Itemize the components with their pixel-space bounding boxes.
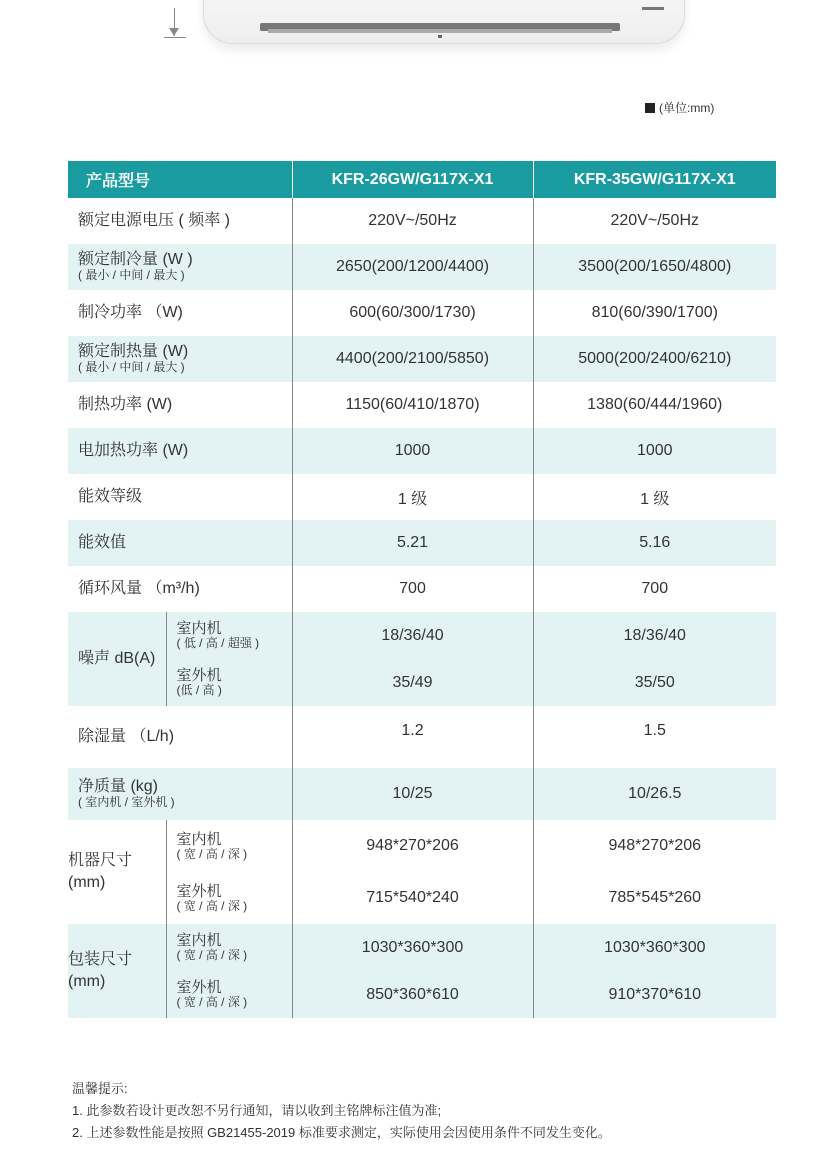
size-label-1: 机器尺寸 — [68, 851, 133, 869]
row-value: 1 级 — [533, 474, 776, 520]
unit-note-text: (单位:mm) — [659, 101, 715, 115]
row-value: 700 — [292, 566, 533, 612]
noise-outdoor — [177, 668, 292, 696]
package-values-1 — [292, 924, 533, 1018]
table-row — [68, 768, 776, 820]
size-values-1 — [292, 820, 533, 924]
indicator-light — [438, 35, 442, 38]
size-label — [68, 820, 166, 924]
package-label — [68, 924, 166, 1018]
table-row-noise — [68, 612, 776, 706]
spec-table — [68, 161, 776, 1018]
row-value: 1.2 — [292, 706, 533, 768]
noise-outdoor-label: 室外机 — [176, 667, 222, 685]
row-label: 额定电源电压 ( 频率 ) — [78, 211, 230, 229]
noise-label: 噪声 dB(A) — [68, 612, 166, 706]
size-outdoor — [177, 884, 292, 912]
row-value: 910*370*610 — [608, 985, 702, 1003]
notes-line-1: 1. 此参数若设计更改恕不另行通知，请以收到主铭牌标注值为准; — [72, 1103, 442, 1118]
row-value: 1380(60/444/1960) — [533, 382, 776, 428]
row-label: 电加热功率 (W) — [68, 428, 292, 474]
noise-values-2 — [533, 612, 776, 706]
row-label: 能效等级 — [78, 487, 143, 505]
brand-logo-icon — [642, 7, 664, 10]
row-value: 1 级 — [292, 474, 533, 520]
table-header-row — [68, 161, 776, 198]
row-value: 3500(200/1650/4800) — [533, 244, 776, 290]
row-value: 1000 — [533, 428, 776, 474]
table-row — [68, 474, 776, 520]
size-values-2 — [533, 820, 776, 924]
size-sub-labels — [166, 820, 292, 924]
unit-note — [645, 99, 714, 116]
package-outdoor-label: 室外机 — [176, 979, 222, 997]
notes-title: 温馨提示: — [72, 1081, 128, 1096]
table-row — [68, 382, 776, 428]
table-row — [68, 520, 776, 566]
row-value: 10/25 — [292, 768, 533, 820]
row-value: 1000 — [292, 428, 533, 474]
row-label-main: 额定制热量 (W) — [78, 342, 189, 360]
package-outdoor — [177, 980, 292, 1008]
row-value: 10/26.5 — [533, 768, 776, 820]
row-value: 1.5 — [533, 706, 776, 768]
row-label-sub: ( 最小 / 中间 / 最大 ) — [78, 268, 185, 283]
row-value: 18/36/40 — [381, 626, 444, 644]
row-value: 4400(200/2100/5850) — [292, 336, 533, 382]
air-vent-louver — [268, 29, 612, 33]
header-model-2: KFR-35GW/G117X-X1 — [533, 161, 776, 198]
size-outdoor-sub: ( 宽 / 高 / 深 ) — [176, 898, 248, 913]
size-indoor-sub: ( 宽 / 高 / 深 ) — [176, 846, 248, 861]
noise-indoor-label: 室内机 — [176, 620, 222, 638]
row-value: 18/36/40 — [623, 626, 686, 644]
row-value: 1150(60/410/1870) — [292, 382, 533, 428]
noise-indoor — [177, 621, 292, 649]
size-indoor — [177, 832, 292, 860]
package-values-2 — [533, 924, 776, 1018]
square-bullet-icon — [645, 103, 655, 113]
table-row — [68, 706, 776, 768]
package-indoor-sub: ( 宽 / 高 / 深 ) — [176, 948, 248, 963]
row-label: 循环风量 （m³/h) — [78, 579, 200, 597]
package-label-2: (mm) — [68, 973, 106, 990]
dimension-line — [164, 37, 186, 38]
row-label-main: 额定制冷量 (W ) — [78, 250, 193, 268]
row-label-main: 净质量 (kg) — [78, 777, 159, 795]
noise-sub-labels — [166, 612, 292, 706]
row-value: 220V~/50Hz — [533, 198, 776, 244]
size-label-2: (mm) — [68, 874, 106, 891]
header-label: 产品型号 — [68, 161, 292, 198]
row-label — [68, 768, 292, 820]
row-value: 785*545*260 — [608, 889, 702, 906]
row-value: 810(60/390/1700) — [533, 290, 776, 336]
package-outdoor-sub: ( 宽 / 高 / 深 ) — [176, 995, 248, 1010]
row-value: 850*360*610 — [366, 985, 459, 1003]
row-value: 35/49 — [392, 673, 433, 691]
row-value: 1030*360*300 — [361, 938, 464, 956]
row-value: 948*270*206 — [366, 837, 459, 854]
table-row — [68, 290, 776, 336]
package-sub-labels — [166, 924, 292, 1018]
row-value: 948*270*206 — [608, 837, 702, 854]
package-label-1: 包装尺寸 — [68, 950, 133, 968]
row-value: 35/50 — [634, 673, 675, 691]
size-indoor-label: 室内机 — [176, 830, 222, 848]
noise-outdoor-sub: (低 / 高 ) — [176, 683, 222, 698]
air-conditioner-unit-image — [203, 0, 685, 44]
package-indoor — [177, 933, 292, 961]
product-image — [0, 0, 830, 90]
row-value: 220V~/50Hz — [292, 198, 533, 244]
table-row-size — [68, 820, 776, 924]
header-model-1: KFR-26GW/G117X-X1 — [292, 161, 533, 198]
row-value: 2650(200/1200/4400) — [292, 244, 533, 290]
row-value: 700 — [533, 566, 776, 612]
noise-values-1 — [292, 612, 533, 706]
row-label: 除湿量 （L/h) — [78, 727, 175, 745]
table-row — [68, 336, 776, 382]
row-label: 能效值 — [68, 520, 292, 566]
row-value: 1030*360*300 — [604, 938, 706, 956]
row-value: 600(60/300/1730) — [292, 290, 533, 336]
table-row — [68, 198, 776, 244]
row-label — [68, 244, 292, 290]
notes — [72, 1078, 611, 1144]
table-row — [68, 244, 776, 290]
notes-line-2: 2. 上述参数性能是按照 GB21455-2019 标准要求测定，实际使用会因使用条件不同发生变化。 — [72, 1125, 611, 1140]
arrow-head-icon — [169, 28, 179, 36]
row-value: 715*540*240 — [366, 889, 459, 906]
row-label-sub: ( 室内机 / 室外机 ) — [78, 795, 175, 810]
package-indoor-label: 室内机 — [176, 932, 222, 950]
table-row — [68, 566, 776, 612]
row-label-sub: ( 最小 / 中间 / 最大 ) — [78, 360, 185, 375]
row-label: 制冷功率 （W) — [78, 303, 183, 321]
row-label: 制热功率 (W) — [78, 395, 173, 413]
table-row — [68, 428, 776, 474]
table-row-package — [68, 924, 776, 1018]
row-value: 5000(200/2400/6210) — [533, 336, 776, 382]
row-value: 5.16 — [533, 520, 776, 566]
row-label — [68, 336, 292, 382]
size-outdoor-label: 室外机 — [176, 882, 222, 900]
noise-indoor-sub: ( 低 / 高 / 超强 ) — [176, 636, 260, 651]
row-value: 5.21 — [292, 520, 533, 566]
